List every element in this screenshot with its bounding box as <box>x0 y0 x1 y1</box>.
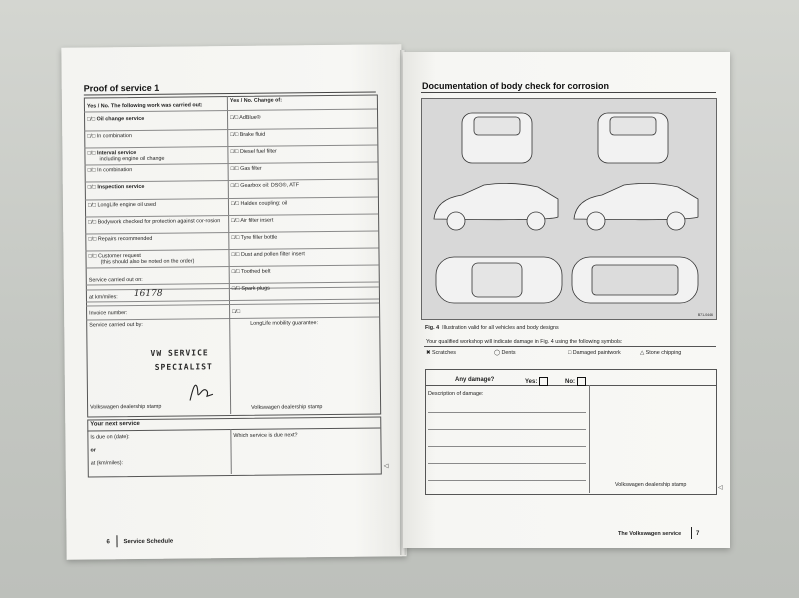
damage-form <box>425 369 717 495</box>
checklist-label: LongLife engine oil used <box>97 201 156 208</box>
change-label: Toothed belt <box>241 268 271 275</box>
footer-rule <box>691 527 692 539</box>
no-checkbox[interactable] <box>577 377 586 386</box>
yes-checkbox[interactable] <box>539 377 548 386</box>
due-date-label: Is due on (date): <box>90 434 130 441</box>
checkbox-pair-icon[interactable]: □/□ <box>87 116 97 123</box>
km-label: at km/miles: <box>88 294 118 301</box>
checkbox-pair-icon[interactable]: □/□ <box>231 217 241 224</box>
change-label: Gas filter <box>240 165 262 173</box>
any-damage-label: Any damage? <box>455 377 495 383</box>
yes-label <box>525 377 548 386</box>
checkbox-pair-icon[interactable]: □/□ <box>231 285 242 293</box>
checkbox-pair-icon[interactable]: □/□ <box>87 167 98 174</box>
checkbox-pair-icon[interactable]: □/□ <box>87 201 98 209</box>
writing-line <box>428 463 586 464</box>
due-km-label: at (km/miles): <box>90 460 124 467</box>
symbol-dents: ◯ Dents <box>494 350 516 356</box>
checklist-label: In combination <box>97 167 133 174</box>
change-label: Brake fluid <box>239 131 266 139</box>
checkbox-pair-icon[interactable]: □/□ <box>230 166 241 173</box>
change-item-8 <box>231 251 304 258</box>
blank-change-item[interactable]: □/□ <box>232 308 241 316</box>
footer-rule <box>116 535 117 547</box>
checklist-label: Repairs recommended <box>97 235 153 243</box>
continue-triangle-icon: ◁ <box>718 485 723 491</box>
checkbox-pair-icon[interactable]: □/□ <box>87 133 97 140</box>
checkbox-pair-icon[interactable]: □/□ <box>88 236 98 243</box>
service-on-label: Service carried out on: <box>88 276 143 284</box>
stamp-line-1: VW SERVICE <box>150 348 209 358</box>
checkbox-pair-icon[interactable]: □/□ <box>88 253 99 260</box>
writing-line <box>428 480 586 481</box>
checkbox-pair-icon[interactable]: □/□ <box>87 150 97 157</box>
change-label: Diesel fuel filter <box>239 148 277 156</box>
checkbox-pair-icon[interactable]: □/□ <box>230 114 240 122</box>
left-page <box>61 44 406 560</box>
checkbox-pair-icon[interactable]: □/□ <box>230 200 241 207</box>
checklist-label: Bodywork checked for protection against cor-rosion <box>97 217 221 226</box>
title-rule <box>421 92 716 93</box>
divider <box>424 346 716 347</box>
description-label: Description of damage: <box>428 391 484 397</box>
change-label: AdBlue® <box>239 114 261 121</box>
symbol-scratches: ✖ Scratches <box>426 350 456 356</box>
handwritten-km: 16178 <box>133 288 163 300</box>
continue-triangle-icon: ◁ <box>383 463 389 470</box>
checkbox-pair-icon[interactable]: □/□ <box>230 149 240 156</box>
checklist-sublabel: (this should also be noted on the order) <box>100 258 195 266</box>
col2-header: Yes / No. Change of: <box>229 97 283 105</box>
page-number-right: 7 <box>696 531 700 537</box>
column-divider <box>589 385 590 493</box>
longlife-label: LongLife mobility guarantee: <box>250 320 318 327</box>
no-label <box>565 377 586 386</box>
writing-line <box>428 412 586 413</box>
change-label: Haldex coupling: oil <box>240 199 288 207</box>
checklist-item-2 <box>87 149 225 163</box>
next-service-title: Your next service <box>90 420 140 428</box>
change-label: Tyre filler bottle <box>240 234 278 241</box>
car-diagram-figure <box>421 98 717 320</box>
writing-line <box>428 429 586 430</box>
change-item-10 <box>232 286 270 293</box>
symbols-instruction: Your qualified workshop will indicate damage in Fig. 4 using the following symbols: <box>426 339 623 345</box>
dealer-stamp-right: Volkswagen dealership stamp <box>251 404 323 411</box>
footer-title-right: The Volkswagen service <box>618 531 682 537</box>
change-label: Dust and pollen filter insert <box>240 251 305 258</box>
checkbox-pair-icon[interactable]: □/□ <box>231 251 242 258</box>
which-service-label: Which service is due next? <box>233 432 298 440</box>
fig-caption-text: Illustration valid for all vehicles and body designs <box>442 325 559 331</box>
change-item-6 <box>231 217 273 224</box>
service-by-label: Service carried out by: <box>89 321 143 329</box>
car-diagram <box>422 99 716 319</box>
page-number-left: 6 <box>106 539 110 546</box>
signature <box>187 378 217 404</box>
or-label: or <box>90 447 96 454</box>
symbol-stone-chipping: △ Stone chipping <box>640 350 682 356</box>
checkbox-pair-icon[interactable]: □/□ <box>231 268 242 275</box>
writing-line <box>428 446 586 447</box>
change-label: Air filter insert <box>240 217 274 224</box>
symbol-damaged-paintwork: □ Damaged paintwork <box>568 350 621 356</box>
checklist-label: Interval service <box>96 150 137 157</box>
fig-caption <box>425 325 559 331</box>
change-item-9 <box>232 269 271 276</box>
fig-caption-number: Fig. 4 <box>425 325 440 331</box>
stamp-line-2: SPECIALIST <box>154 362 213 372</box>
yes-text: Yes: <box>525 379 538 386</box>
change-label: Gearbox oil: DSG®, ATF <box>240 182 300 190</box>
right-page-title: Documentation of body check for corrosion <box>422 81 610 91</box>
footer-title-left: Service Schedule <box>123 538 174 546</box>
checklist-item-8 <box>88 252 226 266</box>
change-item-5 <box>231 200 287 207</box>
change-item-3 <box>231 166 262 173</box>
change-item-1 <box>230 132 265 139</box>
figure-tag: B71-0446 <box>697 313 713 317</box>
page-title: Proof of service 1 <box>83 82 160 94</box>
change-item-0 <box>230 115 261 122</box>
change-item-4 <box>231 183 299 190</box>
checklist-label: Oil change service <box>96 115 145 123</box>
checkbox-pair-icon[interactable]: □/□ <box>87 184 98 191</box>
checklist-label: Customer request <box>97 252 141 260</box>
change-label: Spark plugs <box>241 285 270 292</box>
checkbox-pair-icon[interactable]: □/□ <box>230 183 241 190</box>
no-text: No: <box>565 379 575 386</box>
checkbox-pair-icon[interactable]: □/□ <box>231 234 241 241</box>
checklist-label: Inspection service <box>97 184 145 191</box>
col1-header: Yes / No. The following work was carried out: <box>86 102 203 110</box>
change-item-2 <box>230 149 276 156</box>
checklist-label: In combination <box>96 133 132 140</box>
dealer-stamp-left: Volkswagen dealership stamp <box>90 403 162 411</box>
invoice-label: Invoice number: <box>89 310 128 317</box>
checkbox-pair-icon[interactable]: □/□ <box>88 219 98 226</box>
checkbox-pair-icon[interactable]: □/□ <box>230 132 240 139</box>
checklist-sublabel: including engine oil change <box>99 156 165 163</box>
change-item-7 <box>231 234 277 241</box>
dealer-stamp-right-page: Volkswagen dealership stamp <box>615 482 687 488</box>
